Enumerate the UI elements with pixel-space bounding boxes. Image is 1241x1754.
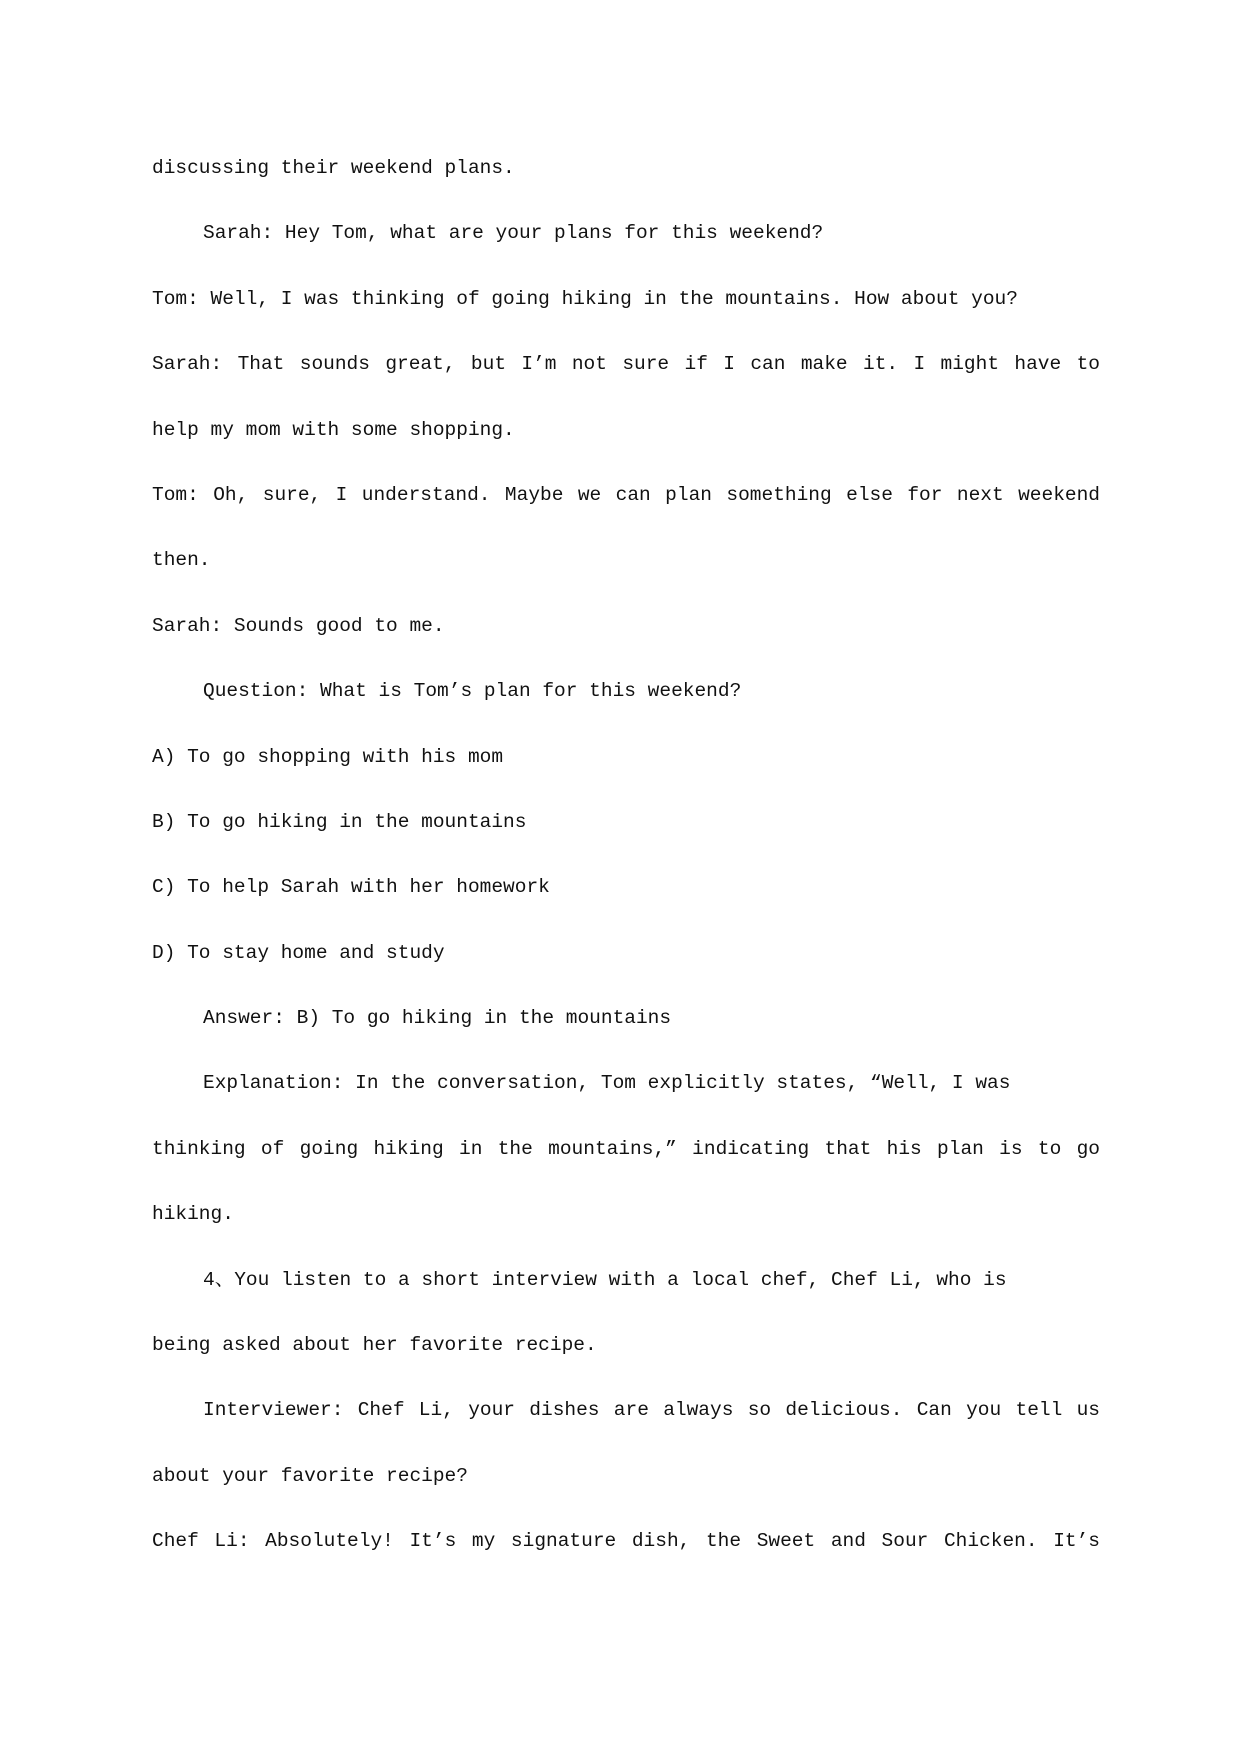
question-4-intro-continued: being asked about her favorite recipe. xyxy=(152,1334,597,1357)
dialogue-line-continued: then. xyxy=(152,549,211,572)
passage-intro-line: discussing their weekend plans. xyxy=(152,157,515,179)
explanation-text-continued: thinking of going hiking in the mountains,” indicating that his plan is to go xyxy=(152,1137,1100,1160)
interview-line: Interviewer: Chef Li, your dishes are always so delicious. Can you tell us xyxy=(203,1399,1100,1422)
dialogue-line: Tom: Oh, sure, I understand. Maybe we can plan something else for next weekend xyxy=(152,483,1100,506)
dialogue-line: Sarah: That sounds great, but I’m not sure if I can make it. I might have to xyxy=(152,353,1100,376)
explanation-text-continued: hiking. xyxy=(152,1203,234,1226)
interview-line-continued: about your favorite recipe? xyxy=(152,1464,468,1487)
dialogue-line: Sarah: Hey Tom, what are your plans for this weekend? xyxy=(203,222,824,245)
option-c: C) To help Sarah with her homework xyxy=(152,876,550,899)
option-d: D) To stay home and study xyxy=(152,941,445,964)
question-4-intro: 4、You listen to a short interview with a local chef, Chef Li, who is xyxy=(203,1268,1007,1291)
document-body xyxy=(152,136,1100,1575)
option-b: B) To go hiking in the mountains xyxy=(152,810,527,833)
dialogue-line-continued: help my mom with some shopping. xyxy=(152,418,515,441)
explanation-text: Explanation: In the conversation, Tom explicitly states, “Well, I was xyxy=(203,1072,1011,1095)
answer-text: Answer: B) To go hiking in the mountains xyxy=(203,1007,672,1030)
option-a: A) To go shopping with his mom xyxy=(152,745,504,768)
interview-line: Chef Li: Absolutely! It’s my signature dish, the Sweet and Sour Chicken. It’s xyxy=(152,1530,1100,1553)
dialogue-line: Tom: Well, I was thinking of going hiking in the mountains. How about you? xyxy=(152,287,1018,310)
dialogue-line: Sarah: Sounds good to me. xyxy=(152,614,445,637)
question-text: Question: What is Tom’s plan for this weekend? xyxy=(203,680,742,703)
